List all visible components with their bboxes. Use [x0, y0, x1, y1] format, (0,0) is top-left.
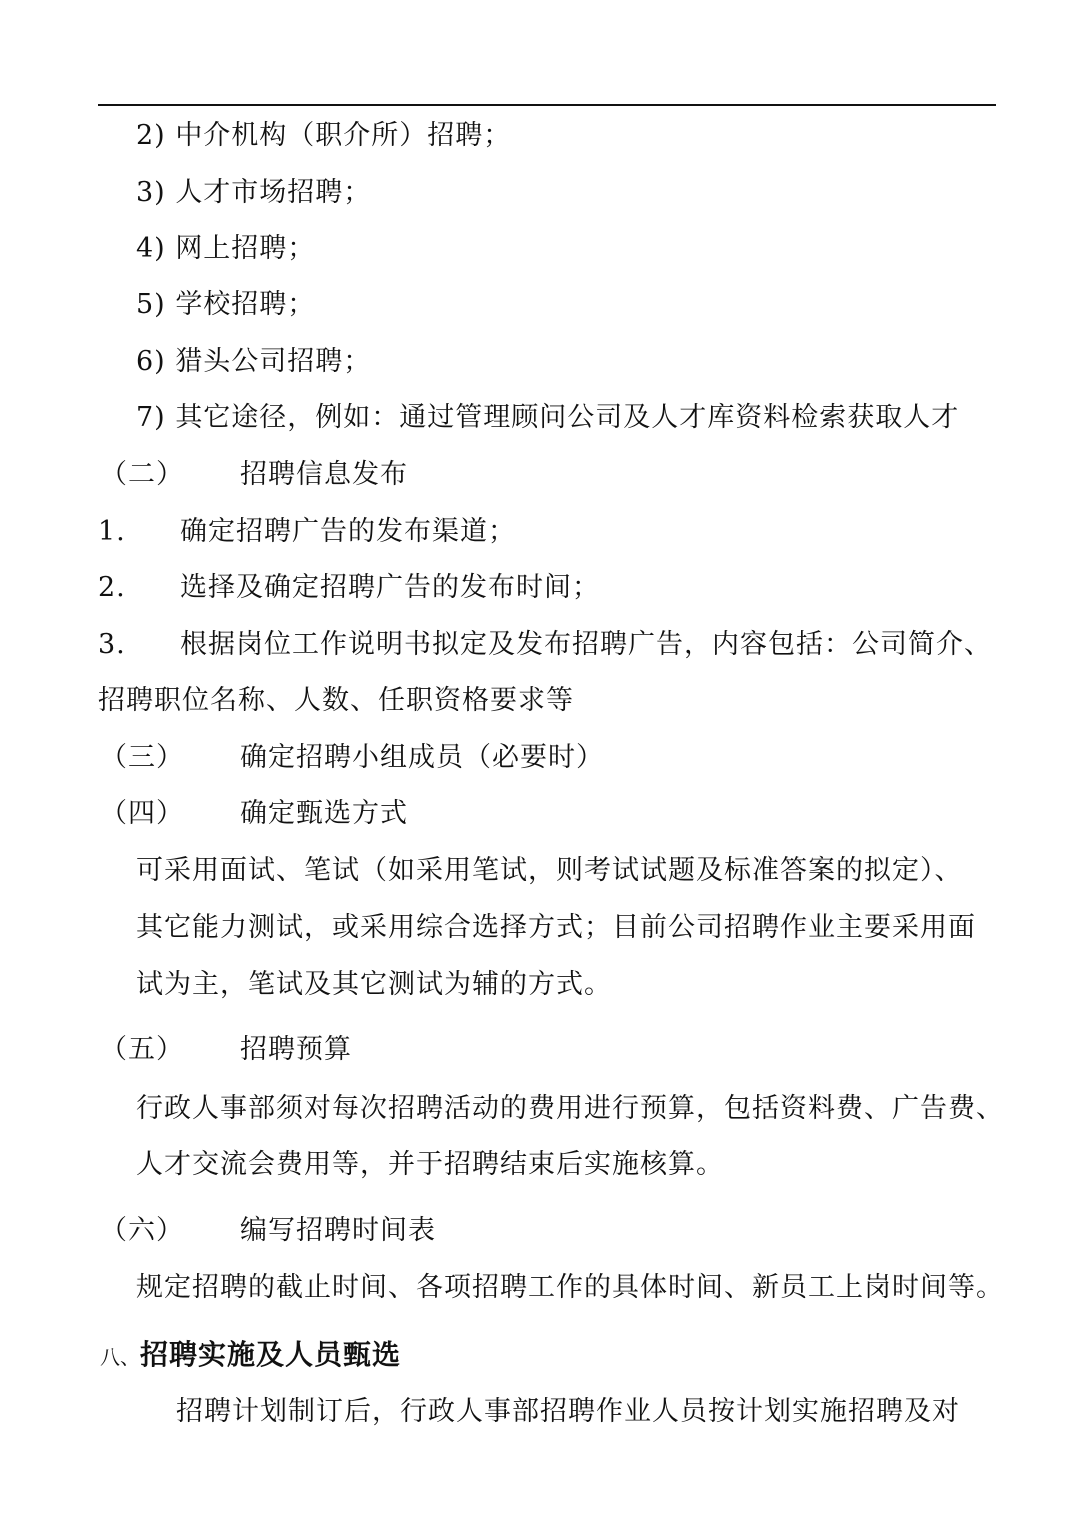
list-item: 3) 人才市场招聘； — [136, 177, 372, 208]
list-item: 2. 选择及确定招聘广告的发布时间； — [98, 572, 600, 603]
section-heading: （六） 编写招聘时间表 — [100, 1215, 436, 1246]
section-heading: （五） 招聘预算 — [100, 1034, 352, 1065]
section-heading: （三） 确定招聘小组成员（必要时） — [100, 742, 604, 773]
list-item: 3. 根据岗位工作说明书拟定及发布招聘广告，内容包括：公司简介、 — [98, 629, 992, 660]
header-rule — [98, 104, 996, 106]
paragraph-line: 行政人事部须对每次招聘活动的费用进行预算，包括资料费、广告费、 — [136, 1093, 1004, 1124]
paragraph-line: 规定招聘的截止时间、各项招聘工作的具体时间、新员工上岗时间等。 — [136, 1272, 1004, 1303]
list-item: 7) 其它途径，例如：通过管理顾问公司及人才库资料检索获取人才 — [136, 402, 960, 433]
list-item: 6) 猎头公司招聘； — [136, 346, 372, 377]
chapter-heading: 八、招聘实施及人员甄选 — [100, 1338, 402, 1371]
list-item: 4) 网上招聘； — [136, 233, 316, 264]
paragraph-line: 人才交流会费用等，并于招聘结束后实施核算。 — [136, 1149, 724, 1180]
section-heading: （四） 确定甄选方式 — [100, 798, 408, 829]
paragraph-line: 其它能力测试，或采用综合选择方式；目前公司招聘作业主要采用面 — [136, 912, 976, 943]
paragraph-line: 试为主，笔试及其它测试为辅的方式。 — [136, 969, 612, 1000]
list-item-continuation: 招聘职位名称、人数、任职资格要求等 — [98, 685, 574, 716]
paragraph-line: 招聘计划制订后，行政人事部招聘作业人员按计划实施招聘及对 — [176, 1396, 960, 1427]
list-item: 5) 学校招聘； — [136, 289, 316, 320]
list-item: 1. 确定招聘广告的发布渠道； — [98, 516, 516, 547]
list-item: 2) 中介机构（职介所）招聘； — [136, 120, 512, 151]
paragraph-line: 可采用面试、笔试（如采用笔试，则考试试题及标准答案的拟定）、 — [136, 855, 963, 886]
section-heading: （二） 招聘信息发布 — [100, 459, 408, 490]
